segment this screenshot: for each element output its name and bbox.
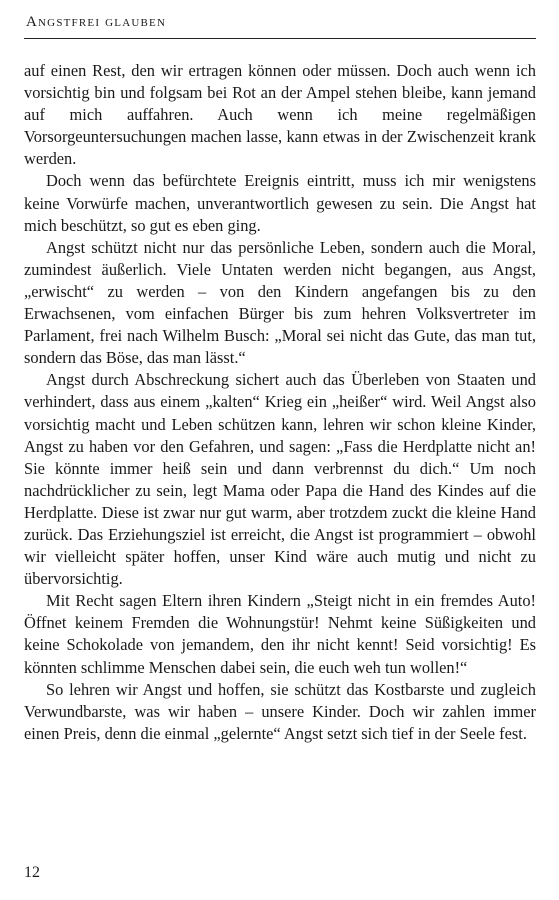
- paragraph: Mit Recht sagen Eltern ihren Kindern „Steigt nicht in ein fremdes Auto! Öffnet keinem Fremden die Wohnungstür! Nehmt keine Süßigkeiten und keine Schokolade von jemandem, den ihr nicht kennt! Seid vorsichtig! Es könnten schlimme Menschen dabei sein, die euch weh tun wollen!“: [24, 591, 536, 677]
- paragraph: Angst schützt nicht nur das persönliche Leben, sondern auch die Moral, zumindest äußerlich. Viele Untaten werden nicht begangen, aus Angst, „erwischt“ zu werden – von den Kindern angefangen bis zu den Erwachsenen, vom einfachen Bürger bis zum hehren Volksvertreter im Parlament, frei nach Wilhelm Busch: „Moral sei nicht das Gute, das man tut, sondern das Böse, das man lässt.“: [24, 237, 536, 368]
- paragraph: Doch wenn das befürchtete Ereignis eintritt, muss ich mir wenigstens keine Vorwürfe machen, unverantwortlich gewesen zu sein. Die Angst hat mich beschützt, so gut es eben ging.: [24, 171, 536, 235]
- header-rule: [24, 38, 536, 39]
- paragraph: auf einen Rest, den wir ertragen können oder müssen. Doch auch wenn ich vorsichtig bin und folgsam bei Rot an der Ampel stehen bleibe, kann jemand auf mich auffahren. Auch wenn ich meine regelmäßigen Vorsorgeuntersuchungen machen lasse, kann etwas in der Zwischenzeit krank werden.: [24, 61, 536, 169]
- page-number: 12: [24, 864, 40, 881]
- body-text: [24, 60, 536, 745]
- paragraph: So lehren wir Angst und hoffen, sie schützt das Kostbarste und zugleich Verwundbarste, was wir haben – unsere Kinder. Doch wir zahlen immer einen Preis, denn die einmal „gelernte“ Angst setzt sich tief in der Seele fest.: [24, 679, 536, 743]
- running-header: Angstfrei glauben: [26, 14, 167, 30]
- paragraph: Angst durch Abschreckung sichert auch das Überleben von Staaten und verhindert, dass aus einem „kalten“ Krieg ein „heißer“ wird. Weil Angst also vorsichtig macht und Leben schützen kann, lehren wir schon kleine Kinder, Angst zu haben vor den Gefahren, und sagen: „Fass die Herdplatte nicht an! Sie könnte immer heiß sein und dann verbrennst du dich.“ Um noch nachdrücklicher zu sein, legt Mama oder Papa die Hand des Kindes auf die Herdplatte. Diese ist zwar nur gut warm, aber trotzdem zuckt die kleine Hand zurück. Das Erziehungsziel ist erreicht, die Angst ist programmiert – obwohl wir vielleicht später hoffen, unser Kind wäre auch mutig und nicht zu übervorsichtig.: [24, 370, 536, 589]
